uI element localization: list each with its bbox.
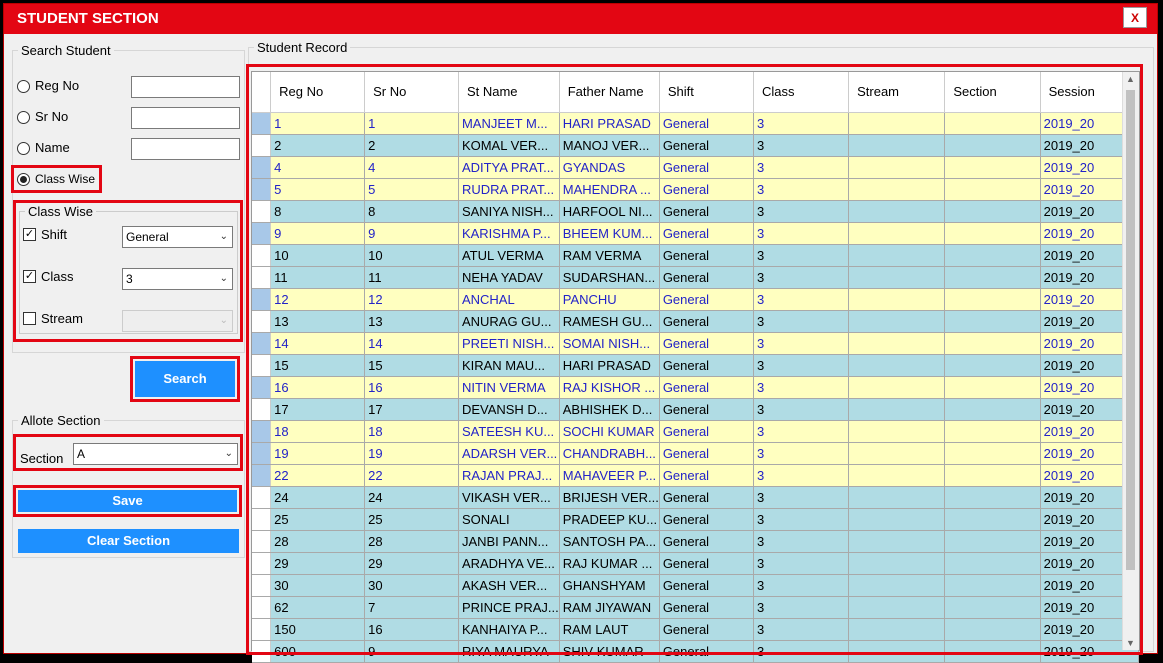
table-cell[interactable]: PRADEEP KU...: [559, 509, 659, 531]
table-cell[interactable]: 2019_20: [1040, 597, 1138, 619]
table-cell[interactable]: 30: [365, 575, 459, 597]
table-cell[interactable]: RIYA MAURYA: [458, 641, 559, 663]
table-cell[interactable]: 2019_20: [1040, 223, 1138, 245]
table-cell[interactable]: 12: [365, 289, 459, 311]
section-select-value: A: [77, 447, 86, 461]
table-cell[interactable]: 15: [271, 355, 365, 377]
table-cell[interactable]: 15: [365, 355, 459, 377]
table-cell[interactable]: 2019_20: [1040, 267, 1138, 289]
table-cell[interactable]: RAJ KUMAR ...: [559, 553, 659, 575]
table-cell[interactable]: General: [659, 289, 753, 311]
shift-label: Shift: [41, 227, 68, 242]
table-cell[interactable]: 3: [754, 157, 849, 179]
table-cell[interactable]: 2019_20: [1040, 311, 1138, 333]
table-cell[interactable]: AKASH VER...: [458, 575, 559, 597]
table-cell[interactable]: RAJ KISHOR ...: [559, 377, 659, 399]
table-cell[interactable]: General: [659, 355, 753, 377]
table-cell[interactable]: 7: [365, 597, 459, 619]
table-cell[interactable]: General: [659, 399, 753, 421]
table-cell[interactable]: General: [659, 619, 753, 641]
student-record-legend: Student Record: [257, 40, 348, 55]
table-cell[interactable]: MANOJ VER...: [559, 135, 659, 157]
table-cell[interactable]: ANCHAL: [458, 289, 559, 311]
name-label: Name: [35, 140, 70, 155]
table-cell[interactable]: ARADHYA VE...: [458, 553, 559, 575]
table-cell[interactable]: 3: [754, 333, 849, 355]
table-cell[interactable]: 13: [365, 311, 459, 333]
table-cell[interactable]: MAHAVEER P...: [559, 465, 659, 487]
table-cell[interactable]: 4: [365, 157, 459, 179]
column-header[interactable]: Section: [945, 72, 1040, 113]
student-section-window: [3, 3, 1158, 659]
table-cell[interactable]: 3: [754, 399, 849, 421]
table-cell[interactable]: HARFOOL NI...: [559, 201, 659, 223]
table-cell[interactable]: 25: [271, 509, 365, 531]
table-cell[interactable]: 3: [754, 311, 849, 333]
table-cell[interactable]: RAM VERMA: [559, 245, 659, 267]
table-cell[interactable]: 2: [365, 135, 459, 157]
shift-select-value: General: [126, 230, 169, 244]
table-cell[interactable]: 16: [271, 377, 365, 399]
class-select-value: 3: [126, 272, 133, 286]
table-cell[interactable]: SHIV KUMAR: [559, 641, 659, 663]
table-cell[interactable]: PANCHU: [559, 289, 659, 311]
table-cell[interactable]: 28: [365, 531, 459, 553]
table-cell[interactable]: ADITYA PRAT...: [458, 157, 559, 179]
table-cell[interactable]: 17: [271, 399, 365, 421]
table-cell[interactable]: 2019_20: [1040, 443, 1138, 465]
table-cell[interactable]: 3: [754, 113, 849, 135]
table-cell[interactable]: MANJEET M...: [458, 113, 559, 135]
table-cell[interactable]: CHANDRABH...: [559, 443, 659, 465]
table-cell[interactable]: 3: [754, 531, 849, 553]
class-wise-legend: Class Wise: [28, 204, 94, 219]
chevron-down-icon: ⌄: [219, 315, 228, 326]
table-cell[interactable]: 3: [754, 443, 849, 465]
table-cell[interactable]: 17: [365, 399, 459, 421]
table-cell[interactable]: KANHAIYA P...: [458, 619, 559, 641]
table-cell[interactable]: 3: [754, 641, 849, 663]
search-student-legend: Search Student: [21, 43, 111, 58]
table-cell[interactable]: General: [659, 531, 753, 553]
table-cell[interactable]: 3: [754, 377, 849, 399]
table-cell[interactable]: 2019_20: [1040, 421, 1138, 443]
table-cell[interactable]: 2: [271, 135, 365, 157]
table-cell[interactable]: 19: [365, 443, 459, 465]
table-cell[interactable]: 2019_20: [1040, 641, 1138, 663]
shift-checkbox[interactable]: ✓: [24, 228, 35, 240]
section-select[interactable]: [73, 443, 238, 465]
table-cell[interactable]: HARI PRASAD: [559, 355, 659, 377]
table-cell[interactable]: PREETI NISH...: [458, 333, 559, 355]
table-cell[interactable]: 2019_20: [1040, 531, 1138, 553]
table-cell[interactable]: 2019_20: [1040, 487, 1138, 509]
table-cell[interactable]: General: [659, 377, 753, 399]
sr-no-label: Sr No: [35, 109, 69, 124]
table-cell[interactable]: General: [659, 597, 753, 619]
table-cell[interactable]: General: [659, 641, 753, 663]
table-cell[interactable]: 1: [365, 113, 459, 135]
table-cell[interactable]: BRIJESH VER...: [559, 487, 659, 509]
table-cell[interactable]: 2019_20: [1040, 179, 1138, 201]
table-cell[interactable]: ABHISHEK D...: [559, 399, 659, 421]
table-cell[interactable]: 2019_20: [1040, 201, 1138, 223]
scroll-down-icon[interactable]: ▼: [1126, 638, 1135, 648]
table-cell[interactable]: 2019_20: [1040, 553, 1138, 575]
column-header[interactable]: Father Name: [559, 72, 659, 113]
table-cell[interactable]: 28: [271, 531, 365, 553]
table-cell[interactable]: MAHENDRA ...: [559, 179, 659, 201]
table-cell[interactable]: 11: [271, 267, 365, 289]
table-cell[interactable]: 24: [271, 487, 365, 509]
table-cell[interactable]: General: [659, 113, 753, 135]
table-cell[interactable]: 9: [365, 223, 459, 245]
table-cell[interactable]: KARISHMA P...: [458, 223, 559, 245]
chevron-down-icon: ⌄: [224, 448, 233, 459]
table-cell[interactable]: 16: [365, 377, 459, 399]
table-cell[interactable]: JANBI PANN...: [458, 531, 559, 553]
table-cell[interactable]: General: [659, 311, 753, 333]
table-cell[interactable]: 14: [365, 333, 459, 355]
stream-select[interactable]: [122, 310, 233, 332]
table-cell[interactable]: 2019_20: [1040, 157, 1138, 179]
table-cell[interactable]: General: [659, 157, 753, 179]
table-cell[interactable]: General: [659, 267, 753, 289]
table-cell[interactable]: 8: [365, 201, 459, 223]
table-cell[interactable]: 14: [271, 333, 365, 355]
clear-section-button[interactable]: Clear Section: [18, 529, 239, 553]
reg-no-input[interactable]: [131, 76, 240, 98]
table-cell[interactable]: 8: [271, 201, 365, 223]
table-cell[interactable]: 3: [754, 421, 849, 443]
table-cell[interactable]: 3: [754, 289, 849, 311]
table-cell[interactable]: 2019_20: [1040, 245, 1138, 267]
class-checkbox[interactable]: ✓: [24, 270, 35, 282]
name-input[interactable]: [131, 138, 240, 160]
table-cell[interactable]: 2019_20: [1040, 509, 1138, 531]
table-cell[interactable]: 24: [365, 487, 459, 509]
stream-label: Stream: [41, 311, 83, 326]
table-cell[interactable]: General: [659, 223, 753, 245]
table-cell[interactable]: 29: [271, 553, 365, 575]
table-cell[interactable]: 2019_20: [1040, 619, 1138, 641]
table-cell[interactable]: 3: [754, 465, 849, 487]
table-cell[interactable]: General: [659, 575, 753, 597]
table-cell[interactable]: ADARSH VER...: [458, 443, 559, 465]
table-cell[interactable]: 3: [754, 355, 849, 377]
table-cell[interactable]: General: [659, 509, 753, 531]
column-header[interactable]: Class: [754, 72, 849, 113]
name-radio[interactable]: [17, 142, 30, 155]
table-cell[interactable]: 4: [271, 157, 365, 179]
table-cell[interactable]: 29: [365, 553, 459, 575]
table-cell[interactable]: SOCHI KUMAR: [559, 421, 659, 443]
search-button[interactable]: Search: [135, 361, 235, 397]
class-select[interactable]: [122, 268, 233, 290]
table-cell[interactable]: 16: [365, 619, 459, 641]
table-cell[interactable]: General: [659, 465, 753, 487]
table-cell[interactable]: 2019_20: [1040, 289, 1138, 311]
column-header[interactable]: Stream: [849, 72, 945, 113]
student-record-highlight: [246, 64, 1143, 655]
table-cell[interactable]: General: [659, 421, 753, 443]
table-cell[interactable]: RAMESH GU...: [559, 311, 659, 333]
table-cell[interactable]: 3: [754, 223, 849, 245]
table-cell[interactable]: 3: [754, 267, 849, 289]
table-cell[interactable]: 3: [754, 135, 849, 157]
class-wise-label: Class Wise: [35, 172, 96, 186]
table-cell[interactable]: 2019_20: [1040, 575, 1138, 597]
table-cell[interactable]: 3: [754, 553, 849, 575]
table-cell[interactable]: General: [659, 553, 753, 575]
chevron-down-icon: ⌄: [219, 273, 228, 284]
column-header[interactable]: St Name: [458, 72, 559, 113]
table-cell[interactable]: 9: [365, 641, 459, 663]
table-cell[interactable]: SATEESH KU...: [458, 421, 559, 443]
sr-no-radio[interactable]: [17, 111, 30, 124]
table-cell[interactable]: 3: [754, 245, 849, 267]
table-cell[interactable]: GHANSHYAM: [559, 575, 659, 597]
table-cell[interactable]: 2019_20: [1040, 377, 1138, 399]
table-cell[interactable]: 22: [271, 465, 365, 487]
table-cell[interactable]: 12: [271, 289, 365, 311]
table-cell[interactable]: DEVANSH D...: [458, 399, 559, 421]
reg-no-label: Reg No: [35, 78, 80, 93]
table-cell[interactable]: General: [659, 135, 753, 157]
table-cell[interactable]: General: [659, 487, 753, 509]
reg-no-radio[interactable]: [17, 80, 30, 93]
table-cell[interactable]: General: [659, 245, 753, 267]
table-cell[interactable]: 2019_20: [1040, 399, 1138, 421]
column-header[interactable]: Shift: [659, 72, 753, 113]
window-body: [4, 34, 1157, 659]
table-cell[interactable]: KIRAN MAU...: [458, 355, 559, 377]
table-cell[interactable]: ANURAG GU...: [458, 311, 559, 333]
class-label: Class: [41, 269, 74, 284]
shift-select[interactable]: [122, 226, 233, 248]
title-bar: [4, 4, 1157, 34]
table-cell[interactable]: 13: [271, 311, 365, 333]
table-cell[interactable]: SUDARSHAN...: [559, 267, 659, 289]
allote-section-legend: Allote Section: [21, 413, 101, 428]
table-cell[interactable]: 2019_20: [1040, 465, 1138, 487]
table-cell[interactable]: ATUL VERMA: [458, 245, 559, 267]
table-cell[interactable]: 2019_20: [1040, 135, 1138, 157]
table-cell[interactable]: KOMAL VER...: [458, 135, 559, 157]
table-cell[interactable]: 5: [365, 179, 459, 201]
window-title: STUDENT SECTION: [17, 10, 159, 27]
table-cell[interactable]: 3: [754, 487, 849, 509]
table-cell[interactable]: 3: [754, 597, 849, 619]
table-cell[interactable]: 2019_20: [1040, 333, 1138, 355]
column-header[interactable]: Reg No: [271, 72, 365, 113]
table-cell[interactable]: 3: [754, 619, 849, 641]
table-cell[interactable]: General: [659, 201, 753, 223]
table-cell[interactable]: 150: [271, 619, 365, 641]
table-cell[interactable]: General: [659, 443, 753, 465]
table-cell[interactable]: SOMAI NISH...: [559, 333, 659, 355]
table-cell[interactable]: 3: [754, 179, 849, 201]
table-cell[interactable]: 18: [365, 421, 459, 443]
table-cell[interactable]: 62: [271, 597, 365, 619]
table-cell[interactable]: 5: [271, 179, 365, 201]
table-cell[interactable]: 3: [754, 509, 849, 531]
table-cell[interactable]: HARI PRASAD: [559, 113, 659, 135]
table-cell[interactable]: NITIN VERMA: [458, 377, 559, 399]
section-label: Section: [20, 451, 64, 466]
table-cell[interactable]: NEHA YADAV: [458, 267, 559, 289]
table-cell[interactable]: 1: [271, 113, 365, 135]
chevron-down-icon: ⌄: [219, 231, 228, 242]
class-wise-radio[interactable]: [17, 173, 30, 186]
table-cell[interactable]: 30: [271, 575, 365, 597]
table-cell[interactable]: 18: [271, 421, 365, 443]
table-cell[interactable]: SANIYA NISH...: [458, 201, 559, 223]
scroll-up-icon[interactable]: ▲: [1126, 74, 1135, 84]
table-cell[interactable]: 2019_20: [1040, 113, 1138, 135]
table-cell[interactable]: 25: [365, 509, 459, 531]
table-cell[interactable]: General: [659, 333, 753, 355]
table-cell[interactable]: 2019_20: [1040, 355, 1138, 377]
table-cell[interactable]: RAJAN PRAJ...: [458, 465, 559, 487]
table-cell[interactable]: General: [659, 179, 753, 201]
table-cell[interactable]: 600: [271, 641, 365, 663]
sr-no-input[interactable]: [131, 107, 240, 129]
table-cell[interactable]: 9: [271, 223, 365, 245]
save-button[interactable]: Save: [18, 490, 237, 512]
table-cell[interactable]: 11: [365, 267, 459, 289]
table-cell[interactable]: PRINCE PRAJ...: [458, 597, 559, 619]
table-cell[interactable]: SONALI: [458, 509, 559, 531]
table-cell[interactable]: RAM JIYAWAN: [559, 597, 659, 619]
table-cell[interactable]: 19: [271, 443, 365, 465]
table-cell[interactable]: 10: [365, 245, 459, 267]
table-cell[interactable]: BHEEM KUM...: [559, 223, 659, 245]
table-cell[interactable]: VIKASH VER...: [458, 487, 559, 509]
table-cell[interactable]: GYANDAS: [559, 157, 659, 179]
column-header[interactable]: Session: [1040, 72, 1138, 113]
table-cell[interactable]: RAM LAUT: [559, 619, 659, 641]
close-button[interactable]: X: [1123, 7, 1147, 28]
table-cell[interactable]: 3: [754, 201, 849, 223]
table-cell[interactable]: 22: [365, 465, 459, 487]
column-header[interactable]: Sr No: [365, 72, 459, 113]
stream-checkbox[interactable]: [23, 312, 36, 325]
table-cell[interactable]: 3: [754, 575, 849, 597]
table-cell[interactable]: 10: [271, 245, 365, 267]
table-cell[interactable]: RUDRA PRAT...: [458, 179, 559, 201]
table-cell[interactable]: SANTOSH PA...: [559, 531, 659, 553]
